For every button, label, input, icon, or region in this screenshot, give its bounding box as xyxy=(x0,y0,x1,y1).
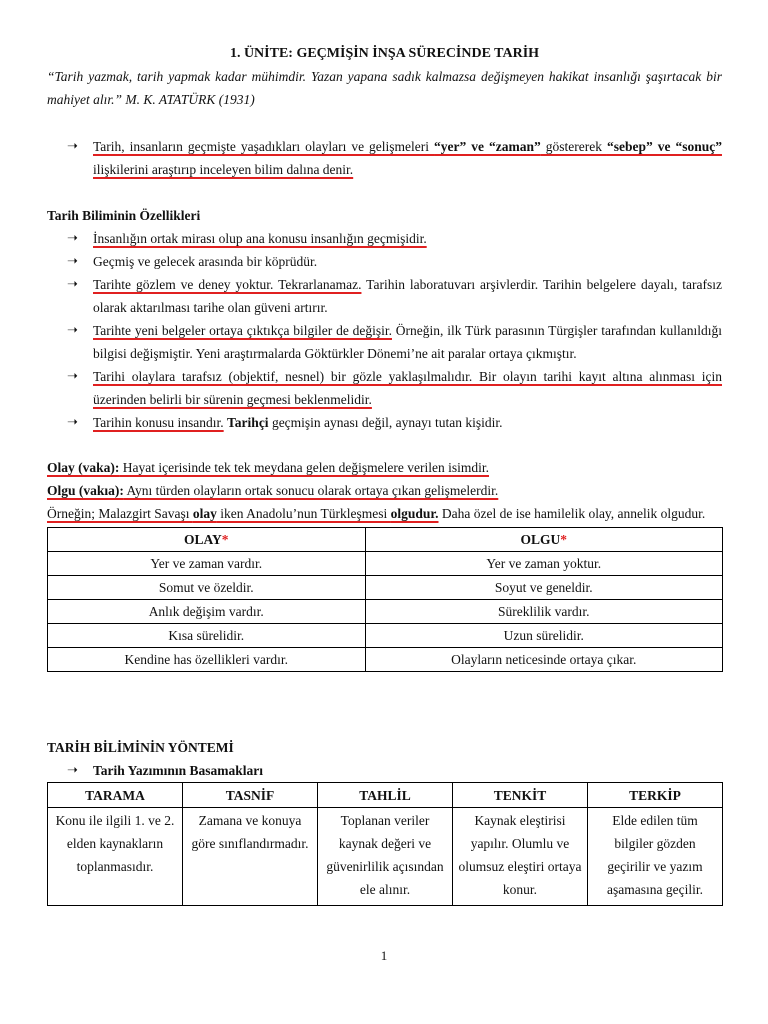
terkip-header: TERKİP xyxy=(588,783,723,808)
tasnif-header: TASNİF xyxy=(183,783,318,808)
features-heading: Tarih Biliminin Özellikleri xyxy=(47,208,201,223)
feature-item: ➝ İnsanlığın ortak mirası olup ana konusu insanlığın geçmişidir. xyxy=(67,227,722,250)
table-row: Yer ve zaman vardır. Yer ve zaman yoktur. xyxy=(48,552,723,576)
feature-item: ➝ Tarihte yeni belgeler ortaya çıktıkça bilgiler de değişir. Örneğin, ilk Türk parasının Türgişler tarafından kullanıldığı bilgisi değişmiştir. Yeni araştırmalarda Göktürkler Dönemi’ne ait paralar ortaya çıkmıştır. xyxy=(67,319,722,365)
arrow-icon: ➝ xyxy=(67,231,78,246)
table-row: Kendine has özellikleri vardır. Olayların neticesinde ortaya çıkar. xyxy=(48,648,723,672)
tarama-header: TARAMA xyxy=(48,783,183,808)
arrow-icon: ➝ xyxy=(67,415,78,430)
method-subheading: ➝ Tarih Yazımının Basamakları xyxy=(67,759,722,782)
feature-item: ➝ Geçmiş ve gelecek arasında bir köprüdür. xyxy=(67,250,722,273)
tasnif-cell: Zamana ve konuya göre sınıflandırmadır. xyxy=(183,808,318,906)
table-header-row xyxy=(48,528,723,552)
olgu-definition: Olgu (vakıa): Aynı türden olayların ortak sonucu olarak ortaya çıkan gelişmelerdir. xyxy=(47,483,499,498)
tarama-cell: Konu ile ilgili 1. ve 2. elden kaynakların toplanmasıdır. xyxy=(48,808,183,906)
table-row: Anlık değişim vardır. Süreklilik vardır. xyxy=(48,600,723,624)
tahlil-cell: Toplanan veriler kaynak değeri ve güvenirlilik açısından ele alınır. xyxy=(318,808,453,906)
arrow-icon: ➝ xyxy=(67,254,78,269)
tenkit-cell: Kaynak eleştirisi yapılır. Olumlu ve olumsuz eleştiri ortaya konur. xyxy=(453,808,588,906)
tenkit-header: TENKİT xyxy=(453,783,588,808)
page-content xyxy=(47,42,722,906)
page-number: 1 xyxy=(380,948,388,963)
olgu-header: OLGU* xyxy=(365,528,723,552)
example-paragraph: Örneğin; Malazgirt Savaşı olay iken Anadolu’nun Türkleşmesi olgudur. Daha özel de ise hamilelik olay, annelik olgudur. xyxy=(47,506,706,521)
tarih-definition: ➝ Tarih, insanların geçmişte yaşadıkları olayları ve gelişmeleri “yer” ve “zaman” göstererek “sebep” ve “sonuç” ilişkilerini araştırıp inceleyen bilim dalına denir. xyxy=(67,135,722,181)
arrow-icon: ➝ xyxy=(67,139,78,154)
page-title: 1. ÜNİTE: GEÇMİŞİN İNŞA SÜRECİNDE TARİH xyxy=(229,46,540,61)
feature-item: ➝ Tarihte gözlem ve deney yoktur. Tekrarlanamaz. Tarihin laboratuvarı arşivlerdir. Tarihin belgelere dayalı, tarafsız olarak aktarılması tarihe olan güveni artırır. xyxy=(67,273,722,319)
method-heading: TARİH BİLİMİNİN YÖNTEMİ xyxy=(47,740,234,755)
arrow-icon: ➝ xyxy=(67,323,78,338)
arrow-icon: ➝ xyxy=(67,277,78,292)
ataturk-quote: “Tarih yazmak, tarih yapmak kadar mühimdir. Yazan yapana sadık kalmazsa değişmeyen hakikat insanlığı şaşırtacak bir mahiyet alır.” M. K. ATATÜRK (1931) xyxy=(47,69,722,107)
table-row: Kısa sürelidir. Uzun sürelidir. xyxy=(48,624,723,648)
method-steps-table xyxy=(47,782,723,906)
table-header-row xyxy=(48,783,723,808)
feature-item: ➝ Tarihin konusu insandır. Tarihçi geçmişin aynası değil, aynayı tutan kişidir. xyxy=(67,411,722,434)
arrow-icon: ➝ xyxy=(67,369,78,384)
olay-definition: Olay (vaka): Hayat içerisinde tek tek meydana gelen değişmelere verilen isimdir. xyxy=(47,460,489,475)
olay-header: OLAY* xyxy=(48,528,366,552)
arrow-icon: ➝ xyxy=(67,763,78,778)
feature-item: ➝ Tarihi olaylara tarafsız (objektif, nesnel) bir gözle yaklaşılmalıdır. Bir olayın tarihi kayıt altına alınması için üzerinden belirli bir sürenin geçmesi beklenmelidir. xyxy=(67,365,722,411)
table-row: Somut ve özeldir. Soyut ve geneldir. xyxy=(48,576,723,600)
tahlil-header: TAHLİL xyxy=(318,783,453,808)
table-row xyxy=(48,808,723,906)
terkip-cell: Elde edilen tüm bilgiler gözden geçirilir ve yazım aşamasına geçilir. xyxy=(588,808,723,906)
olay-olgu-table xyxy=(47,527,723,672)
